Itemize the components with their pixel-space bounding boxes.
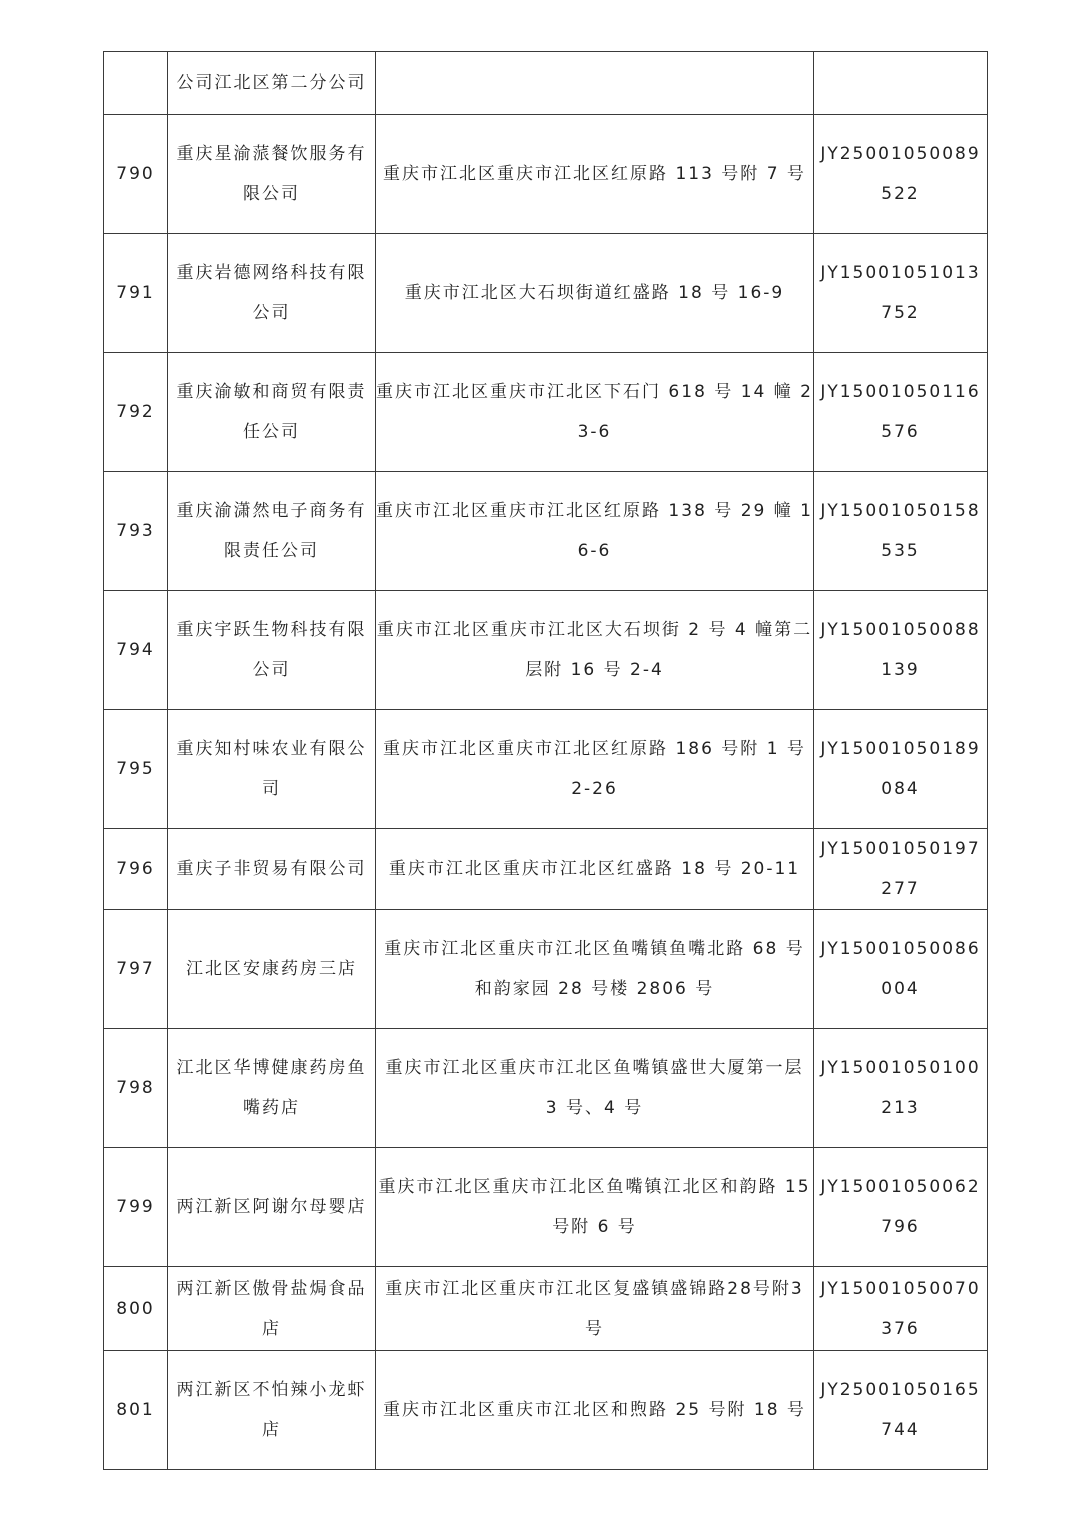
company-name: 重庆渝敏和商贸有限责任公司 bbox=[168, 353, 376, 472]
company-address: 重庆市江北区重庆市江北区红原路 113 号附 7 号 bbox=[376, 115, 814, 234]
company-name: 重庆星渝蒎餐饮服务有限公司 bbox=[168, 115, 376, 234]
company-address: 重庆市江北区重庆市江北区复盛镇盛锦路28号附3号 bbox=[376, 1267, 814, 1351]
company-address: 重庆市江北区重庆市江北区下石门 618 号 14 幢 23-6 bbox=[376, 353, 814, 472]
table-row bbox=[104, 829, 988, 910]
table-row bbox=[104, 1351, 988, 1470]
company-name: 重庆渝潇然电子商务有限责任公司 bbox=[168, 472, 376, 591]
row-number: 799 bbox=[104, 1148, 168, 1267]
company-name: 重庆宇跃生物科技有限公司 bbox=[168, 591, 376, 710]
license-number: JY15001050116576 bbox=[814, 353, 988, 472]
row-number: 794 bbox=[104, 591, 168, 710]
row-number: 801 bbox=[104, 1351, 168, 1470]
row-number bbox=[104, 52, 168, 115]
row-number: 793 bbox=[104, 472, 168, 591]
license-number: JY15001050189084 bbox=[814, 710, 988, 829]
license-number: JY15001050100213 bbox=[814, 1029, 988, 1148]
company-name: 江北区安康药房三店 bbox=[168, 910, 376, 1029]
license-number: JY15001051013752 bbox=[814, 234, 988, 353]
table-row bbox=[104, 1148, 988, 1267]
table-row bbox=[104, 910, 988, 1029]
company-address bbox=[376, 52, 814, 115]
license-number: JY15001050088139 bbox=[814, 591, 988, 710]
company-name: 两江新区傲骨盐焗食品店 bbox=[168, 1267, 376, 1351]
company-address: 重庆市江北区重庆市江北区红盛路 18 号 20-11 bbox=[376, 829, 814, 910]
company-name: 重庆岩德网络科技有限公司 bbox=[168, 234, 376, 353]
row-number: 800 bbox=[104, 1267, 168, 1351]
company-address: 重庆市江北区重庆市江北区鱼嘴镇鱼嘴北路 68 号和韵家园 28 号楼 2806 号 bbox=[376, 910, 814, 1029]
company-address: 重庆市江北区重庆市江北区和煦路 25 号附 18 号 bbox=[376, 1351, 814, 1470]
company-address: 重庆市江北区重庆市江北区红原路 138 号 29 幢 16-6 bbox=[376, 472, 814, 591]
company-address: 重庆市江北区大石坝街道红盛路 18 号 16-9 bbox=[376, 234, 814, 353]
table-row bbox=[104, 353, 988, 472]
row-number: 795 bbox=[104, 710, 168, 829]
row-number: 797 bbox=[104, 910, 168, 1029]
license-number: JY15001050197277 bbox=[814, 829, 988, 910]
table-row bbox=[104, 710, 988, 829]
company-address: 重庆市江北区重庆市江北区鱼嘴镇盛世大厦第一层 3 号、4 号 bbox=[376, 1029, 814, 1148]
license-number: JY15001050062796 bbox=[814, 1148, 988, 1267]
row-number: 792 bbox=[104, 353, 168, 472]
company-name: 重庆子非贸易有限公司 bbox=[168, 829, 376, 910]
table-row bbox=[104, 1029, 988, 1148]
row-number: 796 bbox=[104, 829, 168, 910]
company-name: 江北区华博健康药房鱼嘴药店 bbox=[168, 1029, 376, 1148]
table-row bbox=[104, 591, 988, 710]
company-name: 两江新区不怕辣小龙虾店 bbox=[168, 1351, 376, 1470]
row-number: 798 bbox=[104, 1029, 168, 1148]
row-number: 791 bbox=[104, 234, 168, 353]
company-address: 重庆市江北区重庆市江北区红原路 186 号附 1 号 2-26 bbox=[376, 710, 814, 829]
license-number: JY15001050070376 bbox=[814, 1267, 988, 1351]
table-row bbox=[104, 52, 988, 115]
company-name: 重庆知村味农业有限公司 bbox=[168, 710, 376, 829]
company-name: 公司江北区第二分公司 bbox=[168, 52, 376, 115]
table-row bbox=[104, 115, 988, 234]
license-number: JY15001050086004 bbox=[814, 910, 988, 1029]
table-row bbox=[104, 472, 988, 591]
company-address: 重庆市江北区重庆市江北区鱼嘴镇江北区和韵路 15 号附 6 号 bbox=[376, 1148, 814, 1267]
license-number: JY25001050089522 bbox=[814, 115, 988, 234]
company-name: 两江新区阿谢尔母婴店 bbox=[168, 1148, 376, 1267]
license-number: JY15001050158535 bbox=[814, 472, 988, 591]
row-number: 790 bbox=[104, 115, 168, 234]
license-number bbox=[814, 52, 988, 115]
license-table bbox=[103, 51, 988, 1470]
license-number: JY25001050165744 bbox=[814, 1351, 988, 1470]
table-row bbox=[104, 234, 988, 353]
company-address: 重庆市江北区重庆市江北区大石坝街 2 号 4 幢第二层附 16 号 2-4 bbox=[376, 591, 814, 710]
table-row bbox=[104, 1267, 988, 1351]
